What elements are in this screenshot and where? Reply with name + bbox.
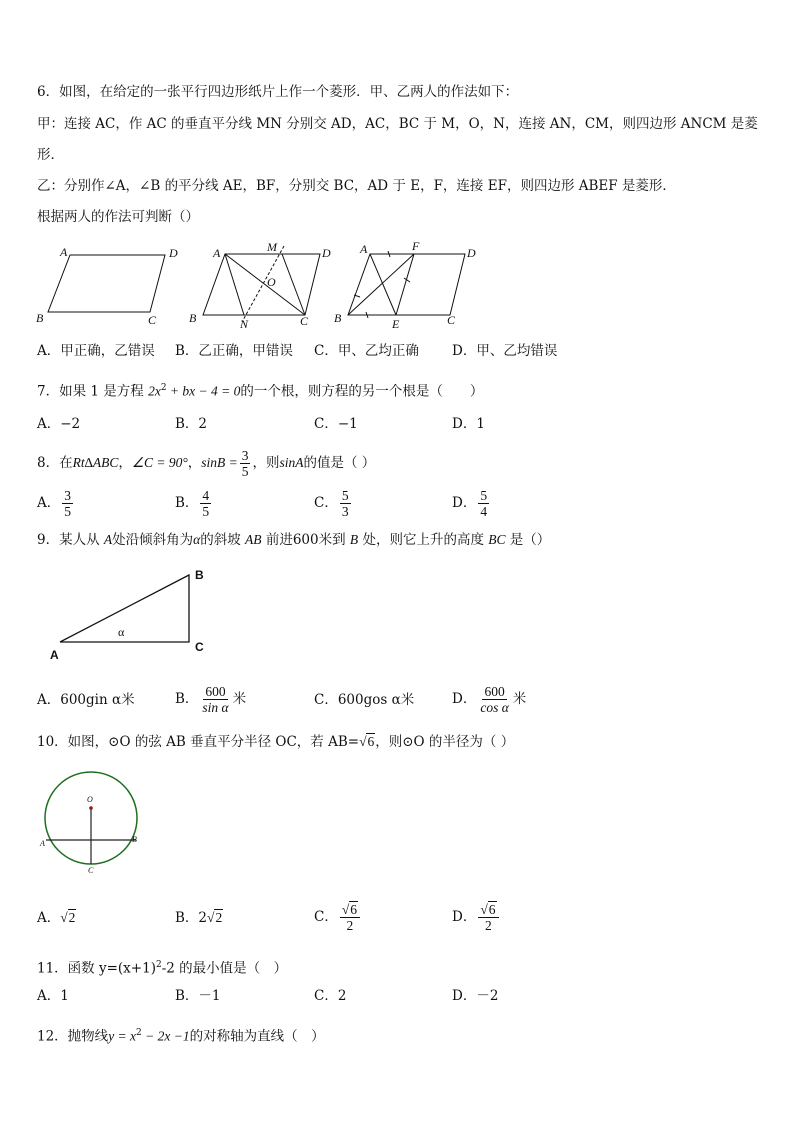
q11-option-c[interactable]: C．2 bbox=[314, 988, 347, 1004]
fraction-numerator bbox=[340, 902, 360, 918]
option-sqrt: √6 bbox=[341, 902, 358, 917]
radicand: 6 bbox=[488, 902, 496, 917]
fraction-numerator: 5 bbox=[341, 488, 349, 503]
radicand: 6 bbox=[367, 734, 375, 749]
q9-part1: 9．某人从 bbox=[37, 532, 104, 548]
fraction-numerator: 4 bbox=[202, 488, 210, 503]
q8-sep3: ，则 bbox=[252, 455, 280, 471]
option-unit: 米 bbox=[232, 691, 247, 707]
fraction-denominator: 3 bbox=[341, 504, 349, 519]
q11-option-d[interactable]: D．－2 bbox=[452, 988, 499, 1004]
q7-suffix: 的一个根，则方程的另一个根是（ ） bbox=[240, 383, 484, 400]
option-fraction bbox=[200, 684, 230, 715]
q11-text-a: 11．函数 y=(x+1) bbox=[37, 960, 156, 977]
label-c: C bbox=[148, 313, 157, 327]
fraction-denominator: 2 bbox=[485, 918, 492, 933]
option-label: B． bbox=[175, 691, 199, 707]
q9-option-a[interactable]: A．600gin α米 bbox=[37, 692, 135, 708]
q7-prefix: 7．如果 1 是方程 bbox=[37, 383, 149, 400]
option-fraction bbox=[340, 488, 351, 519]
right-triangle-abc bbox=[60, 575, 189, 642]
segment-ef bbox=[396, 254, 414, 315]
radicand: 2 bbox=[68, 910, 76, 925]
q12-exponent: 2 bbox=[136, 1028, 142, 1038]
q9-point-b: B bbox=[349, 532, 359, 547]
q10-option-a[interactable] bbox=[37, 909, 76, 927]
q7-option-d[interactable]: D．1 bbox=[452, 416, 485, 432]
label-a: A bbox=[40, 839, 45, 848]
q8-angle: ∠C = 90° bbox=[131, 455, 188, 470]
parallelogram-abcd bbox=[203, 254, 320, 315]
q7-option-b[interactable]: B．2 bbox=[175, 416, 208, 432]
option-fraction bbox=[478, 902, 498, 933]
radicand: 2 bbox=[215, 910, 223, 925]
fraction-denominator: 4 bbox=[480, 504, 488, 519]
fraction-denominator: 2 bbox=[346, 918, 354, 933]
q8-sep2: ， bbox=[187, 455, 202, 471]
q9-part3: 的斜坡 bbox=[200, 532, 246, 548]
bisector-ae bbox=[370, 254, 396, 315]
q8-sina: sinA bbox=[279, 455, 304, 470]
label-b: B bbox=[195, 568, 204, 582]
q7-stem bbox=[37, 379, 483, 401]
q11-option-a[interactable]: A．1 bbox=[37, 988, 69, 1004]
q8-triangle: Rt∆ABC bbox=[72, 455, 119, 470]
q7-option-a[interactable]: A．−2 bbox=[37, 416, 81, 432]
option-fraction bbox=[478, 488, 489, 519]
label-b: B bbox=[189, 311, 197, 325]
q10-option-b[interactable] bbox=[175, 909, 223, 927]
label-c: C bbox=[195, 640, 204, 654]
parallelogram-abcd bbox=[348, 254, 465, 315]
q10-option-d[interactable] bbox=[452, 897, 501, 937]
fraction-numerator: 600 bbox=[484, 684, 505, 699]
q6-option-a[interactable]: A．甲正确，乙错误 bbox=[37, 343, 155, 359]
q6-stem: 6．如图，在给定的一张平行四边形纸片上作一个菱形．甲、乙两人的作法如下： bbox=[37, 84, 519, 100]
label-o: O bbox=[87, 795, 93, 804]
q8-sinb: sinB = bbox=[201, 455, 238, 470]
q9-alpha: α bbox=[193, 532, 201, 547]
q8-option-d[interactable] bbox=[452, 485, 491, 521]
q10-prefix: 10．如图，⊙O 的弦 AB 垂直平分半径 OC，若 AB= bbox=[37, 734, 360, 750]
label-f: F bbox=[412, 239, 420, 253]
option-sqrt: √6 bbox=[480, 902, 496, 917]
q10-sqrt: √6 bbox=[359, 734, 375, 749]
q8-prefix: 8．在 bbox=[37, 455, 73, 471]
q6-jia-line1: 甲：连接 AC，作 AC 的垂直平分线 MN 分别交 AD，AC，BC 于 M，O，N，连接 AN，CM，则四边形 ANCM 是菱 bbox=[37, 116, 758, 132]
fraction-numerator: 3 bbox=[64, 488, 71, 503]
q9-stem bbox=[37, 531, 550, 549]
q8-option-a[interactable] bbox=[37, 485, 75, 521]
q11-option-b[interactable]: B．－1 bbox=[175, 988, 221, 1004]
q10-option-c[interactable] bbox=[314, 897, 362, 937]
label-m: M bbox=[267, 240, 277, 254]
label-c: C bbox=[447, 313, 456, 327]
fraction-denominator: 5 bbox=[241, 464, 249, 479]
q10-circle-figure bbox=[38, 770, 148, 880]
q6-option-d[interactable]: D．甲、乙均错误 bbox=[452, 343, 558, 359]
q7-equation-b: + bx − 4 = 0 bbox=[166, 383, 241, 399]
q9-option-d[interactable] bbox=[452, 680, 526, 718]
option-label: D． bbox=[452, 691, 477, 707]
fraction-denominator: cos α bbox=[480, 700, 509, 715]
q7-option-c[interactable]: C．−1 bbox=[314, 416, 358, 432]
q8-suffix: 的值是（ ） bbox=[303, 455, 376, 471]
segment-an bbox=[225, 254, 244, 315]
bisector-bf bbox=[348, 254, 414, 315]
q9-part6: 处，则它上升的高度 bbox=[358, 532, 489, 548]
option-label: B． bbox=[175, 495, 199, 511]
q9-slope-figure bbox=[45, 565, 225, 665]
q12-stem bbox=[37, 1024, 325, 1046]
q11-stem bbox=[37, 956, 287, 978]
radicand: 6 bbox=[350, 902, 358, 917]
perpendicular-bisector-mn bbox=[242, 246, 284, 322]
label-n: N bbox=[240, 317, 249, 331]
fraction-denominator: sin α bbox=[202, 700, 229, 715]
fraction-numerator bbox=[478, 902, 498, 918]
q9-part5: 米到 bbox=[318, 532, 350, 548]
q8-sep1: ， bbox=[118, 455, 132, 471]
fraction-denominator: 5 bbox=[64, 504, 71, 519]
q6-option-b[interactable]: B．乙正确，甲错误 bbox=[175, 343, 293, 359]
label-e: E bbox=[392, 317, 400, 331]
label-o: O bbox=[267, 275, 276, 289]
label-a: A bbox=[213, 246, 221, 260]
q8-sinb-fraction bbox=[240, 448, 251, 479]
q9-part7: 是（） bbox=[505, 532, 551, 548]
q8-option-c[interactable] bbox=[314, 485, 353, 521]
q6-jia-line2: 形． bbox=[37, 147, 64, 163]
q6-parallelogram-figure bbox=[30, 240, 190, 330]
option-sqrt: √2 bbox=[207, 910, 223, 925]
q6-yi: 乙：分别作∠A，∠B 的平分线 AE，BF，分别交 BC，AD 于 E，F，连接 EF，则四边形 ABEF 是菱形． bbox=[37, 178, 676, 194]
q6-yi-figure bbox=[330, 240, 490, 332]
option-label: A． bbox=[37, 910, 61, 926]
label-d: D bbox=[169, 246, 178, 260]
q9-segment-bc: BC bbox=[488, 532, 506, 547]
option-label: C． bbox=[314, 495, 338, 511]
q11-text-b: -2 的最小值是（ ） bbox=[161, 960, 288, 977]
q12-suffix: 的对称轴为直线（ ） bbox=[189, 1028, 325, 1045]
option-fraction bbox=[340, 902, 360, 933]
label-b: B bbox=[36, 311, 44, 325]
fraction-numerator: 5 bbox=[480, 488, 488, 503]
option-label: A． bbox=[37, 495, 61, 511]
fraction-numerator: 3 bbox=[241, 448, 249, 463]
fraction-numerator: 600 bbox=[205, 684, 226, 699]
q10-stem bbox=[37, 733, 514, 751]
option-label: D． bbox=[452, 909, 477, 925]
label-a: A bbox=[50, 648, 59, 662]
q7-equation-sup: 2 bbox=[160, 383, 167, 393]
q7-equation-a: 2x bbox=[148, 383, 161, 399]
option-unit: 米 bbox=[512, 691, 527, 707]
q12-equation-a: y = x bbox=[108, 1028, 137, 1044]
q9-point-a: A bbox=[103, 532, 113, 547]
parallelogram-abcd bbox=[48, 255, 165, 312]
option-label: B．2 bbox=[175, 910, 208, 926]
q12-equation-b: − 2x −1 bbox=[141, 1028, 190, 1044]
option-label: D． bbox=[452, 495, 477, 511]
q9-segment-ab: AB bbox=[245, 532, 262, 547]
label-b: B bbox=[334, 311, 342, 325]
q6-judge: 根据两人的作法可判断（） bbox=[37, 209, 199, 225]
option-fraction bbox=[478, 684, 510, 715]
q6-option-c[interactable]: C．甲、乙均正确 bbox=[314, 343, 419, 359]
option-fraction bbox=[200, 488, 211, 519]
label-d: D bbox=[322, 246, 331, 260]
q11-exponent: 2 bbox=[155, 960, 162, 970]
q9-part4: 前进 bbox=[261, 532, 293, 548]
label-a: A bbox=[60, 245, 68, 259]
label-alpha: α bbox=[118, 625, 125, 639]
label-b: B bbox=[132, 835, 137, 844]
center-point bbox=[89, 806, 93, 810]
q8-stem bbox=[37, 444, 375, 482]
q9-option-c[interactable]: C．600gos α米 bbox=[314, 692, 415, 708]
option-fraction bbox=[62, 488, 73, 519]
label-d: D bbox=[467, 246, 476, 260]
q12-prefix: 12．抛物线 bbox=[37, 1028, 109, 1045]
option-label: C． bbox=[314, 909, 338, 925]
label-a: A bbox=[360, 242, 368, 256]
q6-jia-figure bbox=[185, 240, 340, 332]
q9-distance: 600 bbox=[292, 532, 319, 548]
option-sqrt: √2 bbox=[60, 910, 76, 925]
q9-part2: 处沿倾斜角为 bbox=[112, 532, 194, 548]
label-c: C bbox=[300, 314, 309, 328]
q10-suffix: ，则⊙O 的半径为（ ） bbox=[375, 734, 515, 750]
label-c: C bbox=[88, 866, 94, 875]
q8-option-b[interactable] bbox=[175, 485, 213, 521]
q9-option-b[interactable] bbox=[175, 680, 246, 718]
fraction-denominator: 5 bbox=[202, 504, 210, 519]
